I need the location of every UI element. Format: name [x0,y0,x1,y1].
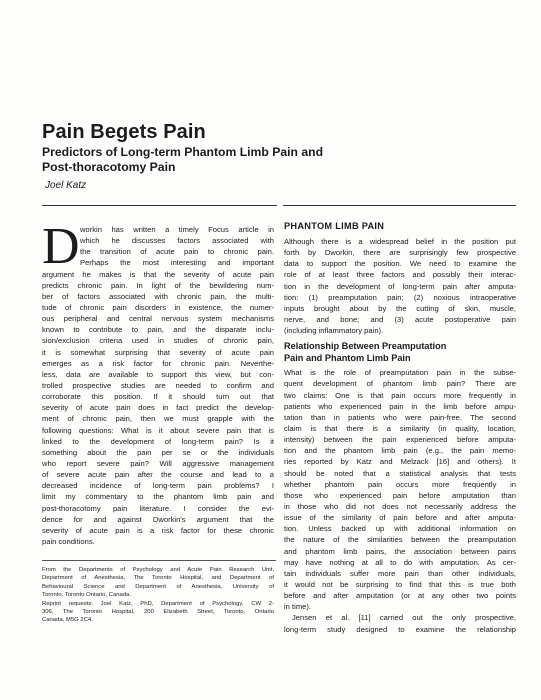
text-line: emerges as a risk factor for chronic pain. Neverthe- [42,358,274,368]
text-line: Jensen et al. [11] carried out the only prospective, [292,613,516,623]
affiliation-footnote [42,566,274,625]
text-line: in those who did not does not necessarily address the [284,501,516,511]
text-line: tion in the development of long-term pain after amputa- [284,281,516,291]
text-line: whether phantom pain occurs more frequently in [284,479,516,489]
text-line: which he discusses factors associated with [80,236,274,246]
text-line: inputs brought about by the cutting of skin, muscle, [284,303,516,313]
footnote-line: Canada, M5G 2C4. [42,617,93,624]
text-line: Although there is a widespread belief in the position put [284,237,516,246]
text-line: issue of the similarity of pain before and after amputa- [284,513,516,523]
text-line: (including inflammatory pain). [284,326,384,336]
drop-cap: D [42,218,80,275]
text-line: role of at least three factors and possibly their interac- [284,270,516,280]
text-line: it is somewhat surprising that severity of acute pain [42,347,274,357]
text-line: tion: (1) preamputation pain; (2) noxious intraoperative [284,292,516,302]
subsection-heading [284,340,516,364]
footnote-rule [42,560,276,561]
footnote-line: Toronto, Toronto Ontario, Canada. [42,592,131,599]
text-line: who report severe pain? Will aggressive management [42,458,274,468]
subheading-line: Relationship Between Preamputation [284,341,447,352]
footnote-line: Behavioural Science and Department of Anesthesia, University of [42,583,274,590]
left-column [42,218,274,547]
text-line: the nature of the similarities between the preamputation [284,535,516,545]
text-line: argument he makes is that the severity of acute pain [42,269,274,279]
text-line: tain individuals suffer more pain than other individuals, [284,568,516,578]
text-line: tion. Unless backed up with additional information on [284,524,516,534]
text-line: ous peripheral and central nervous system mechanisms [42,314,274,324]
text-line: decreased incidence of long-term pain problems? I [42,481,274,491]
text-line: workin has written a timely Focus article in [80,225,274,234]
text-line: predicts chronic pain. In light of the bewildering num- [42,280,274,290]
text-line: something about the pain per se or the individuals [42,447,274,457]
text-line: ries reported by Katz and Melzack [16] and others). It [284,457,516,467]
header-rule-right [283,205,516,206]
text-line: intensity) between the pain experienced before amputa- [284,435,516,445]
text-line: long-term study designed to examine the relationship [284,624,516,634]
footnote-line: Reprint requests: Joel Katz, PhD, Department of Psychology, CW 2- [42,600,274,607]
text-line: forth by Dworkin, there are surprisingly few prospective [284,248,516,258]
text-line: sion/exclusion criteria used in studies of chronic pain, [42,336,274,346]
header-rule-left [42,205,277,206]
text-line: limit my commentary to the phantom limb pain and [42,492,274,502]
text-line: of severe acute pain after the course and lead to a [42,470,274,480]
section-heading: PHANTOM LIMB PAIN [284,221,385,231]
text-line: severity of acute pain does in fact predict the develop- [42,403,274,413]
text-line: it would not be surprising to find that this is true both [284,579,516,589]
text-line: known to contribute to pain, and the disparate inclu- [42,325,274,335]
article-subtitle: Predictors of Long-term Phantom Limb Pain and Post-thoracotomy Pain [42,145,324,174]
text-line: may have nothing at all to do with amputation. As cer- [284,557,516,567]
text-line: two claims: One is that pain occurs more frequently in [284,390,516,400]
text-line: tation than in patients who were pain-free. The second [284,412,516,422]
article-author: Joel Katz [45,180,87,191]
text-line: quent development of phantom limb pain? There are [284,379,516,389]
text-line: and phantom limb pains, the association between pains [284,546,516,556]
text-line: tion and the phantom limb pain (e.g., the pain memo- [284,446,516,456]
article-title: Pain Begets Pain [42,121,206,143]
text-line: patients who experienced pain in the limb before ampu- [284,401,516,411]
text-line: linked to the development of long-term pain? Is it [42,436,274,446]
text-line: should be noted that a statistical analysis that tests [284,468,516,478]
text-line: What is the role of preamputation pain in the subse- [284,368,516,378]
text-line: severity of acute pain is a risk factor for these chronic [42,525,274,535]
text-line: data to support the position. We need to examine the [284,259,516,269]
text-line: trolled prospective studies are needed to confirm and [42,380,274,390]
text-line: the transition of acute pain to chronic pain. [80,247,274,257]
right-column [284,220,516,635]
text-line: dence for and against Dworkin's argument that the [42,514,274,524]
text-line: before and after amputation (or at any other two points [284,591,516,601]
subheading-line: Pain and Phantom Limb Pain [284,353,411,364]
text-line: those who experienced pain before amputation than [284,490,516,500]
text-line: Perhaps the most interesting and important [80,258,274,268]
text-line: ment of chronic pain, then we must grapple with the [42,414,274,424]
text-line: less, data are available to support this view, but con- [42,369,274,379]
text-line: post-thoracotomy pain literature. I consider the evi- [42,503,274,513]
footnote-line: 306, The Toronto Hospital, 200 Elizabeth Street, Toronto, Ontario [42,608,274,615]
text-line: pain conditions. [42,536,95,546]
text-line: tude of chronic pain disorders in existence, the numer- [42,302,274,312]
text-line: claim is that there is a similarity (in quality, location, [284,423,516,433]
text-line: ber of factors associated with chronic pain, the multi- [42,291,274,301]
footnote-line: Department of Anesthesia, The Toronto Hospital, and Department of [42,575,274,582]
text-line: in time). [284,602,312,612]
footnote-line: From the Departments of Psychology and Acute Pain Research Unit, [42,567,274,573]
text-line: corroborate this position. If it should turn out that [42,392,274,402]
text-line: following questions: What is it about severe pain that is [42,425,274,435]
text-line: nerve, and bone; and (3) acute postoperative pain [284,314,516,324]
